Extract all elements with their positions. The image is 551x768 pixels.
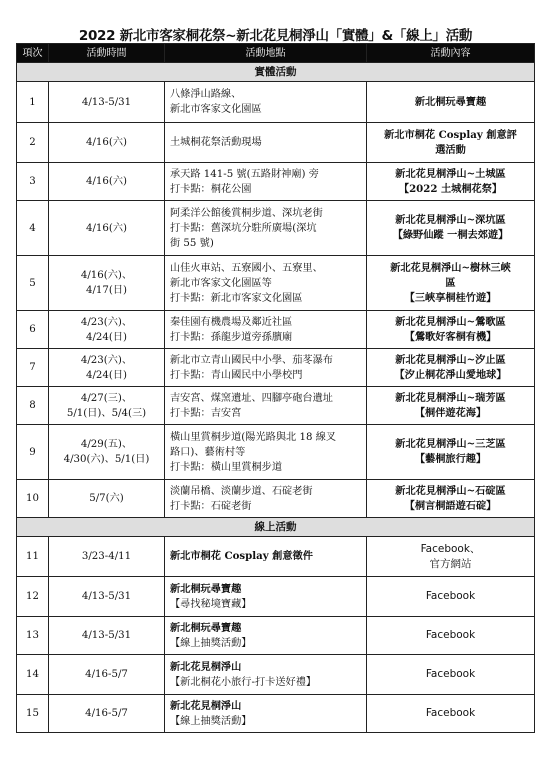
table-row [17,256,535,311]
activity-content-cell [367,123,535,163]
cell-line: 新北花見桐淨山~鶯歌區 [395,315,506,328]
activity-content-cell [367,425,535,480]
cell-line: 吉安宮、煤窯遺址、四腳亭砲台遺址 [170,392,333,404]
cell-line: 【藝桐旅行趣】 [414,453,487,465]
cell-line: 【三峽享桐桂竹遊】 [404,291,497,304]
activity-time-cell [49,201,165,256]
cell-line: 淡蘭吊橋、淡蘭步道、石碇老街 [170,485,313,497]
cell-line: 八條淨山路線、 [170,89,242,100]
cell-line: 阿柔洋公館後賞桐步道、深坑老街 [170,207,323,219]
table-row [17,577,535,617]
cell-line: 新北市桐花 Cosplay 創意評 [384,128,517,141]
activity-location-cell [165,82,367,123]
activity-location-cell [165,311,367,349]
cell-line: 選活動 [435,143,466,156]
table-row [17,349,535,387]
item-number-cell: 15 [17,695,49,733]
activity-time-cell [49,425,165,480]
cell-line: 4/16-5/7 [85,708,128,719]
item-number-cell: 4 [17,201,49,256]
activity-content-cell [367,537,535,577]
header-content: 活動內容 [367,44,535,63]
activity-content-cell [367,655,535,695]
cell-line: 新北花見桐淨山 [170,660,242,673]
table-body [17,63,535,733]
cell-line: 打卡點：新北市客家文化園區 [170,292,303,304]
header-item-no: 項次 [17,44,49,63]
cell-line: Facebook [425,668,476,680]
table-row [17,695,535,733]
activity-time-cell [49,655,165,695]
cell-line: 【2022 土城桐花祭】 [398,182,503,195]
cell-line: 【新北桐花小旅行-打卡送好禮】 [170,676,317,688]
activity-content-cell [367,311,535,349]
activity-time-cell [49,617,165,655]
section-title: 實體活動 [17,63,535,82]
cell-line: 4/16(六) [85,176,127,187]
cell-line: 4/16-5/7 [85,669,128,680]
cell-line: 新北市立青山國民中小學、茄苳瀑布 [170,354,333,366]
activity-time-cell [49,82,165,123]
activity-location-cell [165,123,367,163]
table-row [17,655,535,695]
activity-table [16,43,535,733]
cell-line: Facebook、 [420,542,481,555]
table-row [17,617,535,655]
activity-time-cell [49,577,165,617]
cell-line: 土城桐花祭活動現場 [170,137,262,148]
cell-line: 4/13-5/31 [81,96,132,108]
cell-line: 【線上抽獎活動】 [170,637,252,649]
item-number-cell: 1 [17,82,49,123]
item-number-cell: 12 [17,577,49,617]
activity-content-cell [367,82,535,123]
cell-line: 街 55 號) [170,237,214,249]
cell-line: 打卡點：橫山里賞桐步道 [170,461,283,473]
cell-line: Facebook [425,629,476,641]
cell-line: 【線上抽獎活動】 [170,715,252,727]
cell-line: 【鶯歌好客桐有機】 [404,330,497,343]
cell-line: 4/16(六)、 [80,270,133,281]
activity-time-cell [49,537,165,577]
cell-line: 打卡點：舊深坑分駐所廣場(深坑 [170,222,317,234]
cell-line: 4/16(六) [85,222,127,234]
cell-line: 5/1(日)、5/4(三) [66,407,147,419]
activity-time-cell [49,311,165,349]
cell-line: 新北花見桐淨山 [170,699,242,712]
section-title: 線上活動 [17,518,535,537]
cell-line: 3/23-4/11 [81,551,132,562]
item-number-cell: 7 [17,349,49,387]
table-row [17,537,535,577]
item-number-cell: 2 [17,123,49,163]
activity-location-cell [165,256,367,311]
activity-location-cell [165,387,367,425]
cell-line: Facebook [425,707,476,719]
section-row [17,518,535,537]
cell-line: 【汐止桐花淨山愛地球】 [394,368,507,381]
cell-line: 新北桐玩尋寶趣 [170,621,242,634]
item-number-cell: 5 [17,256,49,311]
activity-location-cell [165,617,367,655]
cell-line: 4/30(六)、5/1(日) [63,454,150,465]
cell-line: 4/13-5/31 [81,630,132,641]
cell-line: 4/16(六) [85,137,127,148]
item-number-cell: 6 [17,311,49,349]
cell-line: 打卡點：青山國民中小學校門 [170,369,303,381]
table-header-row [17,44,535,63]
cell-line: 新北花見桐淨山~土城區 [395,167,506,180]
cell-line: 4/29(五)、 [80,439,133,450]
cell-line: 官方網站 [429,557,472,570]
cell-line: 新北市客家文化園區等 [170,277,272,289]
cell-line: 打卡點：孫龍步道旁孫臏廟 [170,331,293,343]
activity-location-cell [165,577,367,617]
table-row [17,311,535,349]
activity-content-cell [367,387,535,425]
activity-time-cell [49,349,165,387]
cell-line: 新北市桐花 Cosplay 創意徵件 [170,550,313,562]
cell-line: 【尋找秘境寶藏】 [170,598,252,610]
table-row [17,387,535,425]
activity-content-cell [367,201,535,256]
activity-content-cell [367,617,535,655]
cell-line: 新北花見桐淨山~三芝區 [395,438,506,450]
cell-line: 5/7(六) [89,493,124,504]
cell-line: 路口)、藝術村等 [170,446,246,458]
activity-time-cell [49,480,165,518]
cell-line: 新北桐玩尋寶趣 [414,95,487,108]
cell-line: 4/24(日) [85,369,127,381]
cell-line: Facebook [425,590,476,602]
cell-line: 4/17(日) [85,285,127,296]
table-row [17,425,535,480]
item-number-cell: 10 [17,480,49,518]
cell-line: 【桐伴遊花海】 [414,406,487,419]
cell-line: 4/24(日) [85,331,127,343]
table-row [17,201,535,256]
cell-line: 新北市客家文化園區 [170,104,262,115]
cell-line: 區 [445,276,456,289]
item-number-cell: 13 [17,617,49,655]
table-row [17,163,535,201]
header-time: 活動時間 [49,44,165,63]
cell-line: 新北花見桐淨山~汐止區 [395,353,506,366]
activity-content-cell [367,480,535,518]
cell-line: 打卡點：石碇老街 [170,500,252,512]
cell-line: 山佳火車站、五寮國小、五寮里、 [170,262,323,274]
activity-content-cell [367,349,535,387]
table-row [17,123,535,163]
cell-line: 4/23(六)、 [80,316,133,328]
activity-content-cell [367,256,535,311]
activity-location-cell [165,425,367,480]
cell-line: 新北桐玩尋寶趣 [170,582,242,595]
cell-line: 承天路 141-5 號(五路財神廟) 旁 [170,168,319,180]
activity-content-cell [367,695,535,733]
cell-line: 秦佳園有機農場及鄰近社區 [170,316,293,328]
activity-location-cell [165,163,367,201]
cell-line: 【綠野仙蹤 一桐去郊遊】 [392,229,509,241]
item-number-cell: 9 [17,425,49,480]
table-row [17,82,535,123]
cell-line: 橫山里賞桐步道(陽光路與北 18 線叉 [170,431,337,443]
activity-location-cell [165,480,367,518]
item-number-cell: 11 [17,537,49,577]
activity-content-cell [367,577,535,617]
cell-line: 新北花見桐淨山~瑞芳區 [395,391,506,404]
activity-location-cell [165,655,367,695]
cell-line: 新北花見桐淨山~深坑區 [395,214,506,226]
cell-line: 打卡點：吉安宮 [170,407,242,419]
activity-content-cell [367,163,535,201]
activity-time-cell [49,123,165,163]
activity-time-cell [49,695,165,733]
activity-time-cell [49,256,165,311]
cell-line: 4/13-5/31 [81,591,132,602]
header-location: 活動地點 [165,44,367,63]
cell-line: 新北花見桐淨山~石碇區 [395,484,506,497]
item-number-cell: 3 [17,163,49,201]
cell-line: 【桐言桐語遊石碇】 [404,499,497,512]
table-row [17,480,535,518]
activity-time-cell [49,163,165,201]
activity-location-cell [165,537,367,577]
activity-location-cell [165,695,367,733]
cell-line: 4/27(三)、 [80,392,133,404]
document-title: 2022 新北市客家桐花祭~新北花見桐淨山「實體」&「線上」活動 [78,28,473,44]
activity-location-cell [165,201,367,256]
activity-time-cell [49,387,165,425]
cell-line: 新北花見桐淨山~樹林三峽 [390,261,511,274]
section-row [17,63,535,82]
cell-line: 打卡點：桐花公園 [170,183,252,195]
item-number-cell: 8 [17,387,49,425]
cell-line: 4/23(六)、 [80,354,133,366]
activity-location-cell [165,349,367,387]
item-number-cell: 14 [17,655,49,695]
